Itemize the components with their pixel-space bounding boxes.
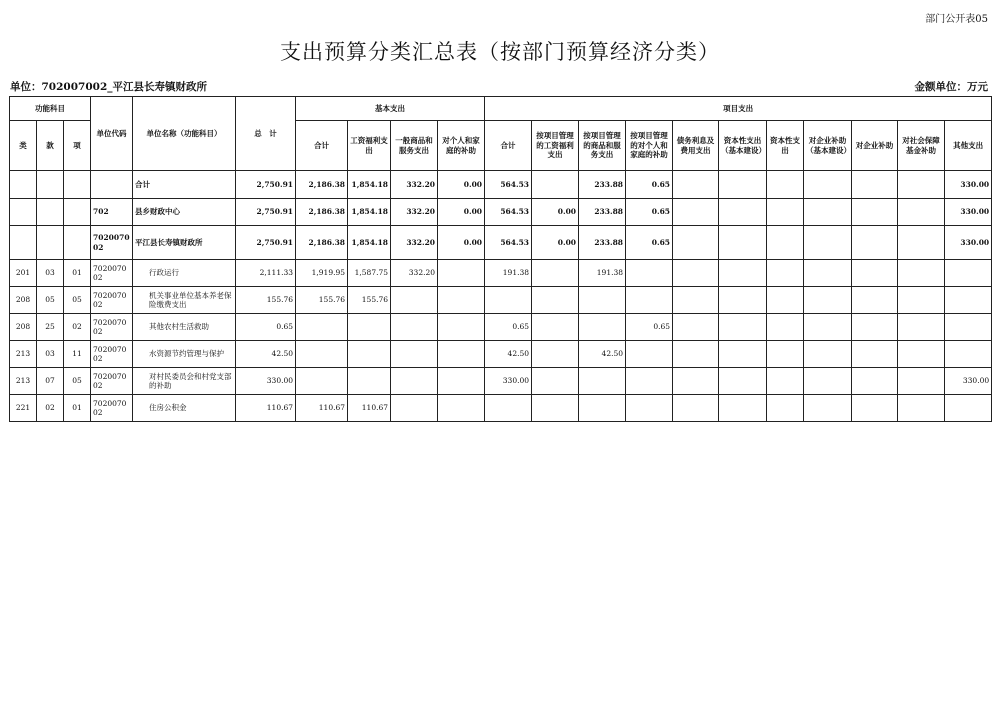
cell-p-ent: [852, 368, 898, 395]
cell-p-social: [898, 199, 945, 226]
cell-p-capital-build: [719, 199, 767, 226]
cell-p-other: 330.00: [945, 199, 992, 226]
cell-p-debt: [673, 341, 719, 368]
cell-b-wage: 1,854.18: [348, 199, 391, 226]
cell-b-personal: [438, 287, 485, 314]
cell-p-ent-build: [804, 287, 852, 314]
table-row: [10, 226, 992, 260]
header-func-subject: 功能科目: [10, 97, 91, 121]
cell-b-goods: 332.20: [391, 260, 438, 287]
cell-name: 水资源节约管理与保护: [133, 341, 236, 368]
header-basic-sum: 合计: [296, 121, 348, 171]
cell-p-capital-build: [719, 314, 767, 341]
cell-lei: 201: [10, 260, 37, 287]
header-basic-wage: 工资福利支出: [348, 121, 391, 171]
cell-b-goods: 332.20: [391, 226, 438, 260]
cell-p-personal: [626, 287, 673, 314]
cell-p-sum: [485, 395, 532, 422]
cell-b-sum: 110.67: [296, 395, 348, 422]
cell-p-social: [898, 287, 945, 314]
cell-p-capital: [767, 395, 804, 422]
table-row: [10, 199, 992, 226]
cell-p-other: 330.00: [945, 226, 992, 260]
cell-b-goods: [391, 341, 438, 368]
cell-p-ent: [852, 287, 898, 314]
cell-b-sum: 155.76: [296, 287, 348, 314]
cell-kuan: [37, 199, 64, 226]
cell-p-capital: [767, 226, 804, 260]
cell-p-capital: [767, 368, 804, 395]
cell-p-other: [945, 314, 992, 341]
cell-p-goods: 233.88: [579, 226, 626, 260]
cell-name: 行政运行: [133, 260, 236, 287]
cell-p-debt: [673, 226, 719, 260]
cell-lei: 208: [10, 287, 37, 314]
cell-p-capital-build: [719, 171, 767, 199]
cell-b-goods: 332.20: [391, 199, 438, 226]
cell-xiang: 02: [64, 314, 91, 341]
header-basic-personal: 对个人和家庭的补助: [438, 121, 485, 171]
cell-p-ent-build: [804, 226, 852, 260]
cell-p-debt: [673, 314, 719, 341]
cell-b-personal: [438, 260, 485, 287]
cell-b-wage: [348, 368, 391, 395]
cell-xiang: [64, 226, 91, 260]
header-total: 总 计: [236, 97, 296, 171]
cell-code: 702007002: [91, 287, 133, 314]
cell-p-ent-build: [804, 314, 852, 341]
header-unit-name: 单位名称（功能科目）: [133, 97, 236, 171]
cell-p-capital-build: [719, 395, 767, 422]
cell-p-capital: [767, 171, 804, 199]
table-row: [10, 287, 992, 314]
cell-b-wage: 1,854.18: [348, 171, 391, 199]
cell-p-goods: 191.38: [579, 260, 626, 287]
cell-p-wage: [532, 395, 579, 422]
cell-p-debt: [673, 260, 719, 287]
cell-p-goods: [579, 314, 626, 341]
cell-name: 其他农村生活救助: [133, 314, 236, 341]
cell-b-goods: [391, 314, 438, 341]
cell-total: 2,750.91: [236, 199, 296, 226]
cell-p-goods: 233.88: [579, 199, 626, 226]
cell-p-debt: [673, 199, 719, 226]
cell-p-sum: 564.53: [485, 171, 532, 199]
cell-xiang: 01: [64, 260, 91, 287]
cell-b-wage: 155.76: [348, 287, 391, 314]
cell-p-sum: 0.65: [485, 314, 532, 341]
cell-lei: 213: [10, 368, 37, 395]
cell-lei: [10, 171, 37, 199]
header-lei: 类: [10, 121, 37, 171]
cell-total: 2,111.33: [236, 260, 296, 287]
cell-b-wage: [348, 314, 391, 341]
cell-p-sum: 42.50: [485, 341, 532, 368]
cell-p-capital: [767, 341, 804, 368]
cell-p-debt: [673, 395, 719, 422]
form-code: 部门公开表05: [925, 14, 988, 25]
cell-b-wage: 1,587.75: [348, 260, 391, 287]
cell-lei: 208: [10, 314, 37, 341]
cell-p-goods: [579, 395, 626, 422]
cell-p-ent: [852, 260, 898, 287]
cell-p-personal: [626, 341, 673, 368]
cell-b-goods: [391, 368, 438, 395]
cell-p-social: [898, 171, 945, 199]
cell-p-sum: 330.00: [485, 368, 532, 395]
cell-xiang: [64, 171, 91, 199]
cell-kuan: [37, 226, 64, 260]
cell-p-capital-build: [719, 341, 767, 368]
cell-p-wage: [532, 341, 579, 368]
header-project-capital-build: 资本性支出（基本建设）: [719, 121, 767, 171]
header-project-sum: 合计: [485, 121, 532, 171]
cell-p-goods: [579, 368, 626, 395]
cell-p-goods: 42.50: [579, 341, 626, 368]
cell-b-wage: 110.67: [348, 395, 391, 422]
cell-total: 330.00: [236, 368, 296, 395]
cell-p-wage: [532, 260, 579, 287]
cell-xiang: 01: [64, 395, 91, 422]
header-project: 项目支出: [485, 97, 992, 121]
cell-b-sum: [296, 368, 348, 395]
cell-p-ent-build: [804, 395, 852, 422]
cell-lei: 213: [10, 341, 37, 368]
cell-p-social: [898, 341, 945, 368]
cell-code: 702007002: [91, 314, 133, 341]
cell-b-sum: 2,186.38: [296, 171, 348, 199]
cell-xiang: 05: [64, 287, 91, 314]
header-project-wage: 按项目管理的工资福利支出: [532, 121, 579, 171]
cell-p-social: [898, 226, 945, 260]
cell-total: 110.67: [236, 395, 296, 422]
cell-p-personal: 0.65: [626, 226, 673, 260]
cell-p-capital-build: [719, 226, 767, 260]
cell-code: 702007002: [91, 226, 133, 260]
header-project-debt: 债务利息及费用支出: [673, 121, 719, 171]
cell-b-wage: [348, 341, 391, 368]
cell-name: 住房公积金: [133, 395, 236, 422]
cell-b-personal: 0.00: [438, 199, 485, 226]
cell-b-personal: 0.00: [438, 171, 485, 199]
cell-p-personal: 0.65: [626, 171, 673, 199]
cell-p-wage: 0.00: [532, 226, 579, 260]
cell-b-personal: 0.00: [438, 226, 485, 260]
table-row: [10, 314, 992, 341]
cell-p-goods: [579, 287, 626, 314]
cell-p-personal: [626, 260, 673, 287]
header-unit-code: 单位代码: [91, 97, 133, 171]
cell-p-other: [945, 260, 992, 287]
cell-name: 平江县长寿镇财政所: [133, 226, 236, 260]
cell-kuan: 03: [37, 341, 64, 368]
cell-b-sum: 2,186.38: [296, 226, 348, 260]
cell-p-ent: [852, 314, 898, 341]
cell-p-capital-build: [719, 368, 767, 395]
cell-kuan: 07: [37, 368, 64, 395]
table-row: [10, 395, 992, 422]
cell-b-goods: [391, 287, 438, 314]
cell-p-sum: 564.53: [485, 199, 532, 226]
cell-b-sum: 2,186.38: [296, 199, 348, 226]
cell-b-personal: [438, 314, 485, 341]
header-basic-goods: 一般商品和服务支出: [391, 121, 438, 171]
cell-lei: [10, 226, 37, 260]
cell-p-other: 330.00: [945, 368, 992, 395]
cell-p-social: [898, 368, 945, 395]
cell-p-ent: [852, 341, 898, 368]
cell-p-social: [898, 314, 945, 341]
cell-code: 702007002: [91, 395, 133, 422]
cell-p-capital-build: [719, 260, 767, 287]
table-row: [10, 368, 992, 395]
header-kuan: 款: [37, 121, 64, 171]
page-title: 支出预算分类汇总表（按部门预算经济分类）: [280, 40, 720, 64]
cell-p-other: [945, 341, 992, 368]
cell-p-capital: [767, 314, 804, 341]
cell-name: 合计: [133, 171, 236, 199]
cell-b-personal: [438, 341, 485, 368]
cell-p-sum: [485, 287, 532, 314]
cell-p-capital: [767, 287, 804, 314]
cell-p-personal: 0.65: [626, 314, 673, 341]
cell-p-ent: [852, 395, 898, 422]
cell-code: 702: [91, 199, 133, 226]
cell-name: 县乡财政中心: [133, 199, 236, 226]
cell-name: 机关事业单位基本养老保险缴费支出: [133, 287, 236, 314]
cell-total: 2,750.91: [236, 226, 296, 260]
cell-xiang: 11: [64, 341, 91, 368]
cell-code: 702007002: [91, 260, 133, 287]
cell-p-ent-build: [804, 260, 852, 287]
header-xiang: 项: [64, 121, 91, 171]
cell-p-ent-build: [804, 368, 852, 395]
cell-p-ent-build: [804, 199, 852, 226]
cell-lei: [10, 199, 37, 226]
header-project-capital: 资本性支出: [767, 121, 804, 171]
header-project-personal: 按项目管理的对个人和家庭的补助: [626, 121, 673, 171]
cell-p-sum: 564.53: [485, 226, 532, 260]
cell-b-sum: 1,919.95: [296, 260, 348, 287]
header-project-goods: 按项目管理的商品和服务支出: [579, 121, 626, 171]
cell-total: 155.76: [236, 287, 296, 314]
header-basic: 基本支出: [296, 97, 485, 121]
cell-p-social: [898, 395, 945, 422]
cell-p-other: [945, 287, 992, 314]
cell-p-wage: [532, 314, 579, 341]
cell-p-personal: [626, 395, 673, 422]
cell-name: 对村民委员会和村党支部的补助: [133, 368, 236, 395]
cell-p-personal: 0.65: [626, 199, 673, 226]
budget-table: [9, 96, 992, 422]
header-project-social: 对社会保障基金补助: [898, 121, 945, 171]
table-body: [10, 171, 992, 422]
cell-lei: 221: [10, 395, 37, 422]
cell-total: 42.50: [236, 341, 296, 368]
cell-b-wage: 1,854.18: [348, 226, 391, 260]
cell-p-wage: [532, 368, 579, 395]
cell-p-ent-build: [804, 341, 852, 368]
cell-p-capital: [767, 199, 804, 226]
cell-p-sum: 191.38: [485, 260, 532, 287]
cell-p-ent: [852, 226, 898, 260]
cell-kuan: 25: [37, 314, 64, 341]
cell-p-wage: [532, 287, 579, 314]
cell-b-sum: [296, 314, 348, 341]
cell-kuan: 03: [37, 260, 64, 287]
cell-kuan: [37, 171, 64, 199]
cell-kuan: 05: [37, 287, 64, 314]
cell-p-social: [898, 260, 945, 287]
cell-b-personal: [438, 395, 485, 422]
cell-p-ent-build: [804, 171, 852, 199]
header-project-enterprise: 对企业补助: [852, 121, 898, 171]
cell-xiang: [64, 199, 91, 226]
cell-p-other: 330.00: [945, 171, 992, 199]
cell-total: 0.65: [236, 314, 296, 341]
cell-p-debt: [673, 171, 719, 199]
unit-label: 单位：702007002_平江县长寿镇财政所: [10, 81, 208, 93]
cell-p-ent: [852, 199, 898, 226]
header-project-other: 其他支出: [945, 121, 992, 171]
cell-p-debt: [673, 368, 719, 395]
table-row: [10, 171, 992, 199]
cell-xiang: 05: [64, 368, 91, 395]
cell-kuan: 02: [37, 395, 64, 422]
cell-b-goods: [391, 395, 438, 422]
cell-p-debt: [673, 287, 719, 314]
cell-p-capital: [767, 260, 804, 287]
cell-p-capital-build: [719, 287, 767, 314]
amount-unit-label: 金额单位：万元: [914, 81, 988, 93]
cell-b-personal: [438, 368, 485, 395]
cell-p-wage: [532, 171, 579, 199]
cell-p-wage: 0.00: [532, 199, 579, 226]
header-project-enterprise-build: 对企业补助（基本建设）: [804, 121, 852, 171]
table-row: [10, 260, 992, 287]
cell-code: [91, 171, 133, 199]
cell-b-sum: [296, 341, 348, 368]
cell-code: 702007002: [91, 341, 133, 368]
cell-p-ent: [852, 171, 898, 199]
cell-p-personal: [626, 368, 673, 395]
cell-b-goods: 332.20: [391, 171, 438, 199]
cell-code: 702007002: [91, 368, 133, 395]
table-row: [10, 341, 992, 368]
cell-p-other: [945, 395, 992, 422]
cell-p-goods: 233.88: [579, 171, 626, 199]
cell-total: 2,750.91: [236, 171, 296, 199]
